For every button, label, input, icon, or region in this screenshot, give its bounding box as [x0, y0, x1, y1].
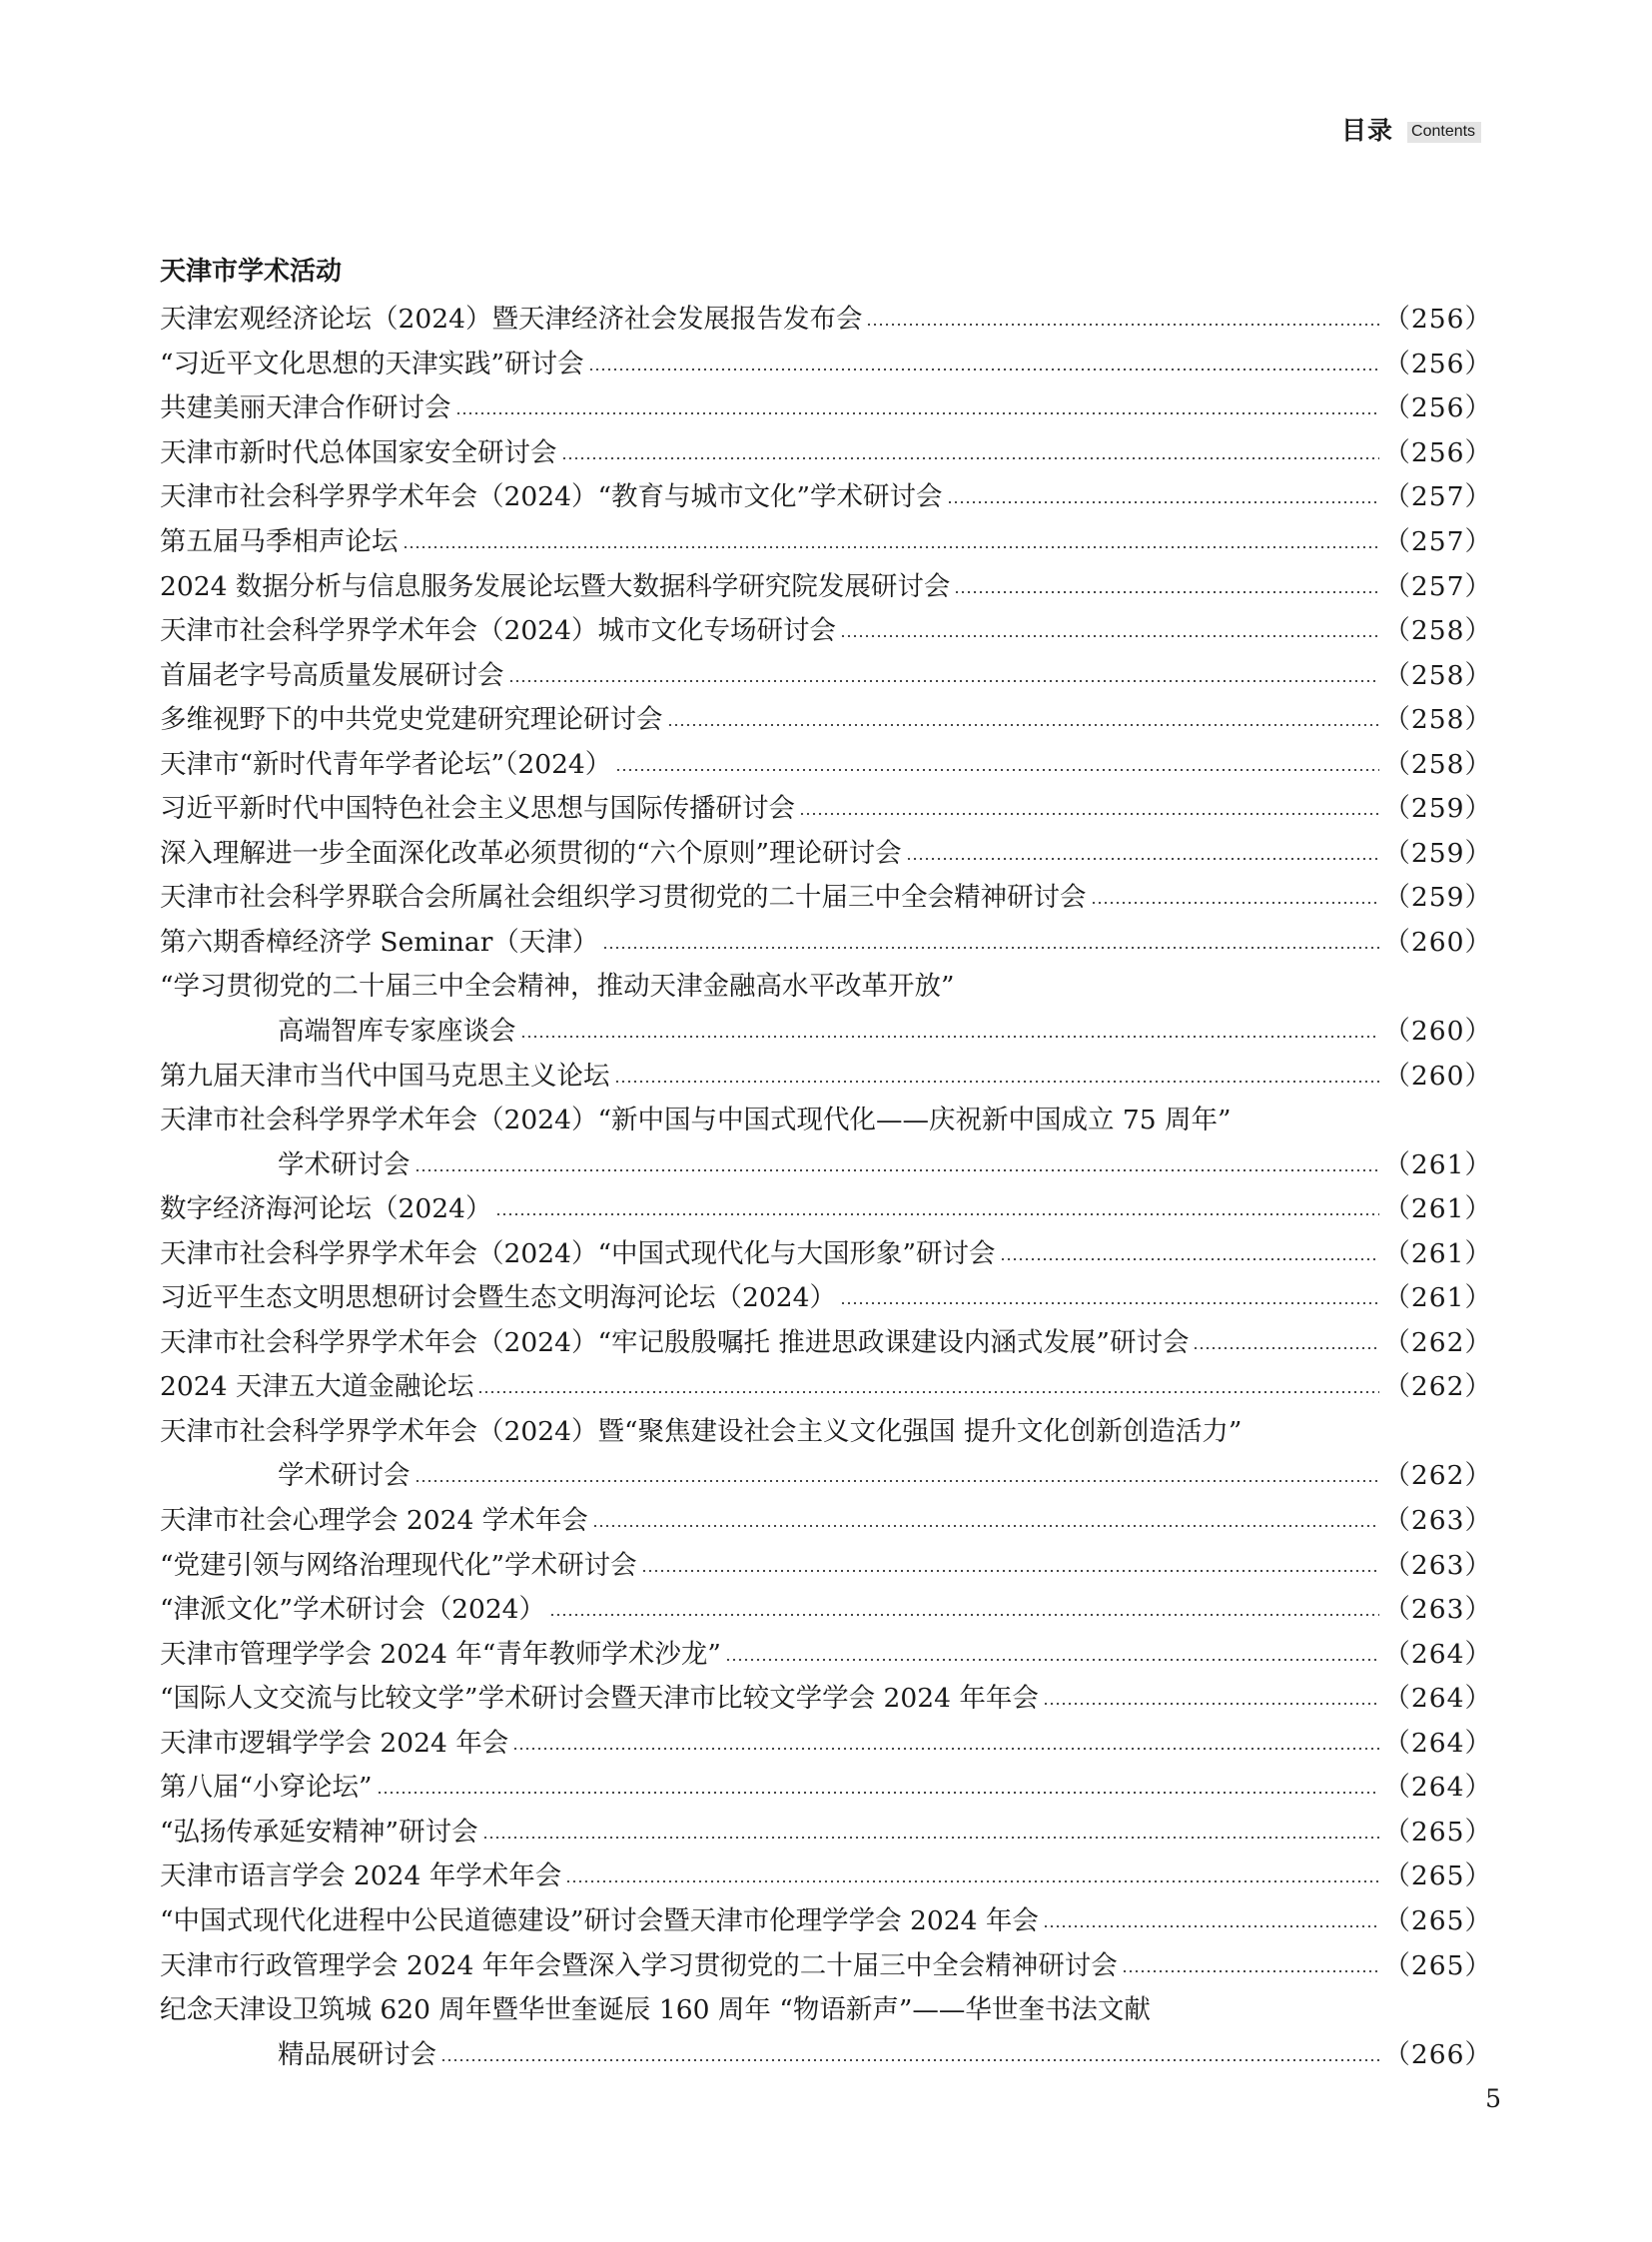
- toc-entry-page: （258）: [1383, 659, 1492, 691]
- toc-entry-title: “中国式现代化进程中公民道德建设”研讨会暨天津市伦理学学会 2024 年会: [160, 1904, 1039, 1936]
- toc-entry-page: （261）: [1383, 1237, 1492, 1269]
- toc-entry[interactable]: [160, 1142, 1492, 1187]
- toc-entry-title: 天津市社会科学界学术年会（2024）暨“聚焦建设社会主义文化强国 提升文化创新创造活力”: [160, 1415, 1242, 1447]
- dot-leader: [840, 635, 1379, 637]
- toc-entry[interactable]: [160, 1231, 1492, 1276]
- toc-entry-page: （256）: [1383, 392, 1492, 424]
- toc-entry-title: 天津宏观经济论坛（2024）暨天津经济社会发展报告发布会: [160, 304, 863, 336]
- toc-entry-title: “学习贯彻党的二十届三中全会精神，推动天津金融高水平改革开放”: [160, 971, 955, 1003]
- toc-entry-page: （263）: [1383, 1549, 1492, 1581]
- toc-entry-title: 天津市行政管理学会 2024 年年会暨深入学习贯彻党的二十届三中全会精神研讨会: [160, 1949, 1118, 1981]
- dot-leader: [866, 324, 1379, 326]
- toc-entry-page: （261）: [1383, 1282, 1492, 1314]
- toc-entry-page: （264）: [1383, 1727, 1492, 1759]
- dot-leader: [377, 1792, 1380, 1794]
- dot-leader: [508, 680, 1380, 682]
- toc-entry-page: （261）: [1383, 1148, 1492, 1180]
- dot-leader: [954, 591, 1379, 593]
- toc-entry-title: 天津市社会科学界学术年会（2024）“牢记殷殷嘱托 推进思政课建设内涵式发展”研讨会: [160, 1326, 1190, 1358]
- toc-entry-page: （259）: [1383, 793, 1492, 825]
- dot-leader: [799, 813, 1379, 815]
- running-header: [1341, 112, 1495, 146]
- toc-entry[interactable]: [160, 965, 1492, 1010]
- toc-entry[interactable]: [160, 1766, 1492, 1811]
- toc-entry-title: 天津市“新时代青年学者论坛”（2024）: [160, 748, 612, 780]
- toc-entry-page: （260）: [1383, 1016, 1492, 1048]
- toc-entry[interactable]: [160, 2032, 1492, 2077]
- toc-entry-title: 首届老字号高质量发展研讨会: [160, 659, 504, 691]
- toc-entry-page: （259）: [1383, 837, 1492, 869]
- toc-entry-title: 天津市社会科学界学术年会（2024）城市文化专场研讨会: [160, 615, 836, 647]
- toc-entry-title: 学术研讨会: [278, 1460, 411, 1492]
- toc-entry-title: “津派文化”学术研讨会（2024）: [160, 1594, 546, 1626]
- toc-entry-title: 纪念天津设卫筑城 620 周年暨华世奎诞辰 160 周年 “物语新声”——华世奎书法文献: [160, 1994, 1151, 2026]
- toc-entry-page: （256）: [1383, 348, 1492, 379]
- toc-entry[interactable]: [160, 1855, 1492, 1899]
- toc-entry-title: “习近平文化思想的天津实践”研讨会: [160, 348, 584, 379]
- toc-entry-title: “弘扬传承延安精神”研讨会: [160, 1816, 478, 1848]
- header-title-cn: 目录: [1341, 116, 1394, 145]
- toc-entry-title: 深入理解进一步全面深化改革必须贯彻的“六个原则”理论研讨会: [160, 837, 902, 869]
- toc-entry[interactable]: [160, 1499, 1492, 1544]
- toc-entry[interactable]: [160, 1899, 1492, 1944]
- dot-leader: [1122, 1970, 1380, 1972]
- toc-entry[interactable]: [160, 876, 1492, 921]
- toc-entry-title: 天津市管理学学会 2024 年“青年教师学术沙龙”: [160, 1638, 721, 1670]
- toc-entry-title: 习近平新时代中国特色社会主义思想与国际传播研讨会: [160, 793, 795, 825]
- dot-leader: [1043, 1703, 1380, 1705]
- dot-leader: [1091, 902, 1380, 904]
- toc-entry-title: 天津市社会科学界学术年会（2024）“新中国与中国式现代化——庆祝新中国成立 75 周年”: [160, 1105, 1232, 1136]
- toc-entry-page: （264）: [1383, 1638, 1492, 1670]
- toc-entry[interactable]: [160, 1811, 1492, 1856]
- dot-leader: [588, 369, 1380, 371]
- table-of-contents: [160, 298, 1492, 2077]
- toc-entry[interactable]: [160, 1276, 1492, 1321]
- toc-entry-title: 天津市社会科学界联合会所属社会组织学习贯彻党的二十届三中全会精神研讨会: [160, 882, 1087, 914]
- toc-entry-title: “国际人文交流与比较文学”学术研讨会暨天津市比较文学学会 2024 年年会: [160, 1683, 1039, 1715]
- toc-entry[interactable]: [160, 698, 1492, 743]
- dot-leader: [455, 412, 1380, 414]
- dot-leader: [602, 947, 1379, 949]
- dot-leader: [947, 501, 1380, 503]
- toc-entry-page: （262）: [1383, 1460, 1492, 1492]
- toc-entry-page: （260）: [1383, 926, 1492, 958]
- toc-entry-title: “党建引领与网络治理现代化”学术研讨会: [160, 1549, 637, 1581]
- toc-entry[interactable]: [160, 431, 1492, 476]
- dot-leader: [495, 1213, 1379, 1215]
- toc-entry-page: （265）: [1383, 1949, 1492, 1981]
- toc-entry[interactable]: [160, 298, 1492, 343]
- toc-entry[interactable]: [160, 1321, 1492, 1366]
- dot-leader: [1193, 1347, 1379, 1349]
- toc-entry-title: 天津市社会科学界学术年会（2024）“教育与城市文化”学术研讨会: [160, 481, 943, 513]
- toc-entry-title: 2024 数据分析与信息服务发展论坛暨大数据科学研究院发展研讨会: [160, 570, 951, 602]
- toc-entry-page: （256）: [1383, 436, 1492, 468]
- dot-leader: [477, 1391, 1379, 1393]
- toc-entry[interactable]: [160, 1722, 1492, 1767]
- toc-entry-page: （257）: [1383, 570, 1492, 602]
- toc-entry[interactable]: [160, 1588, 1492, 1633]
- dot-leader: [520, 1036, 1380, 1038]
- toc-entry-page: （264）: [1383, 1772, 1492, 1804]
- toc-entry[interactable]: [160, 653, 1492, 698]
- toc-entry-page: （262）: [1383, 1371, 1492, 1403]
- toc-entry[interactable]: [160, 1988, 1492, 2033]
- dot-leader: [592, 1525, 1380, 1527]
- toc-entry-page: （258）: [1383, 615, 1492, 647]
- toc-entry-page: （259）: [1383, 882, 1492, 914]
- dot-leader: [414, 1480, 1380, 1482]
- toc-entry-page: （265）: [1383, 1861, 1492, 1892]
- toc-entry-page: （258）: [1383, 748, 1492, 780]
- toc-entry-title: 天津市社会科学界学术年会（2024）“中国式现代化与大国形象”研讨会: [160, 1237, 996, 1269]
- toc-entry-page: （266）: [1383, 2038, 1492, 2070]
- toc-entry-title: 高端智库专家座谈会: [278, 1016, 516, 1048]
- toc-entry-title: 习近平生态文明思想研讨会暨生态文明海河论坛（2024）: [160, 1282, 836, 1314]
- toc-entry-page: （256）: [1383, 304, 1492, 336]
- toc-entry[interactable]: [160, 520, 1492, 565]
- dot-leader: [414, 1169, 1380, 1171]
- toc-entry[interactable]: [160, 742, 1492, 787]
- toc-entry-title: 天津市语言学会 2024 年学术年会: [160, 1861, 562, 1892]
- toc-entry[interactable]: [160, 1187, 1492, 1232]
- dot-leader: [667, 724, 1380, 726]
- page-number: 5: [1485, 2084, 1501, 2113]
- dot-leader: [565, 1880, 1379, 1882]
- dot-leader: [1000, 1258, 1380, 1260]
- toc-entry-page: （262）: [1383, 1326, 1492, 1358]
- dot-leader: [906, 858, 1380, 860]
- toc-entry-page: （263）: [1383, 1594, 1492, 1626]
- toc-entry[interactable]: [160, 386, 1492, 431]
- toc-entry-title: 第五届马季相声论坛: [160, 526, 399, 557]
- dot-leader: [614, 1081, 1380, 1083]
- toc-entry-title: 精品展研讨会: [278, 2038, 436, 2070]
- toc-entry-page: （264）: [1383, 1683, 1492, 1715]
- toc-entry-title: 数字经济海河论坛（2024）: [160, 1193, 492, 1225]
- toc-entry[interactable]: [160, 1677, 1492, 1722]
- toc-entry[interactable]: [160, 343, 1492, 387]
- toc-entry-page: （257）: [1383, 481, 1492, 513]
- toc-entry-page: （257）: [1383, 526, 1492, 557]
- dot-leader: [725, 1659, 1380, 1661]
- toc-entry-title: 多维视野下的中共党史党建研究理论研讨会: [160, 704, 663, 736]
- dot-leader: [512, 1748, 1379, 1750]
- dot-leader: [641, 1570, 1380, 1572]
- toc-entry[interactable]: [160, 564, 1492, 609]
- toc-entry[interactable]: [160, 609, 1492, 654]
- toc-entry[interactable]: [160, 1632, 1492, 1677]
- toc-entry-title: 2024 天津五大道金融论坛: [160, 1371, 474, 1403]
- toc-entry-page: （260）: [1383, 1060, 1492, 1092]
- toc-entry[interactable]: [160, 1010, 1492, 1055]
- toc-entry-title: 天津市社会心理学会 2024 学术年会: [160, 1505, 588, 1537]
- toc-entry-title: 共建美丽天津合作研讨会: [160, 392, 451, 424]
- section-title: 天津市学术活动: [160, 257, 343, 287]
- dot-leader: [615, 769, 1379, 771]
- toc-entry[interactable]: [160, 1454, 1492, 1499]
- dot-leader: [561, 457, 1380, 459]
- toc-entry-page: （261）: [1383, 1193, 1492, 1225]
- toc-entry-title: 第六期香樟经济学 Seminar（天津）: [160, 926, 599, 958]
- toc-entry[interactable]: [160, 1943, 1492, 1988]
- toc-entry[interactable]: [160, 787, 1492, 832]
- dot-leader: [482, 1837, 1380, 1839]
- toc-entry-page: （265）: [1383, 1816, 1492, 1848]
- toc-entry-title: 学术研讨会: [278, 1148, 411, 1180]
- toc-entry[interactable]: [160, 1099, 1492, 1143]
- toc-entry-title: 天津市新时代总体国家安全研讨会: [160, 436, 557, 468]
- toc-entry[interactable]: [160, 921, 1492, 966]
- dot-leader: [440, 2059, 1379, 2061]
- toc-entry[interactable]: [160, 832, 1492, 877]
- dot-leader: [403, 546, 1380, 548]
- toc-entry-title: 第八届“小穿论坛”: [160, 1772, 373, 1804]
- toc-entry[interactable]: [160, 1365, 1492, 1410]
- toc-entry[interactable]: [160, 1410, 1492, 1455]
- dot-leader: [1043, 1925, 1380, 1927]
- dot-leader: [840, 1302, 1379, 1304]
- toc-entry[interactable]: [160, 1543, 1492, 1588]
- toc-entry-title: 第九届天津市当代中国马克思主义论坛: [160, 1060, 610, 1092]
- toc-entry[interactable]: [160, 475, 1492, 520]
- toc-entry-title: 天津市逻辑学学会 2024 年会: [160, 1727, 509, 1759]
- toc-entry-page: （263）: [1383, 1505, 1492, 1537]
- toc-entry-page: （265）: [1383, 1904, 1492, 1936]
- header-title-en: Contents: [1407, 122, 1481, 143]
- toc-entry-page: （258）: [1383, 704, 1492, 736]
- dot-leader: [549, 1614, 1379, 1616]
- toc-entry[interactable]: [160, 1054, 1492, 1099]
